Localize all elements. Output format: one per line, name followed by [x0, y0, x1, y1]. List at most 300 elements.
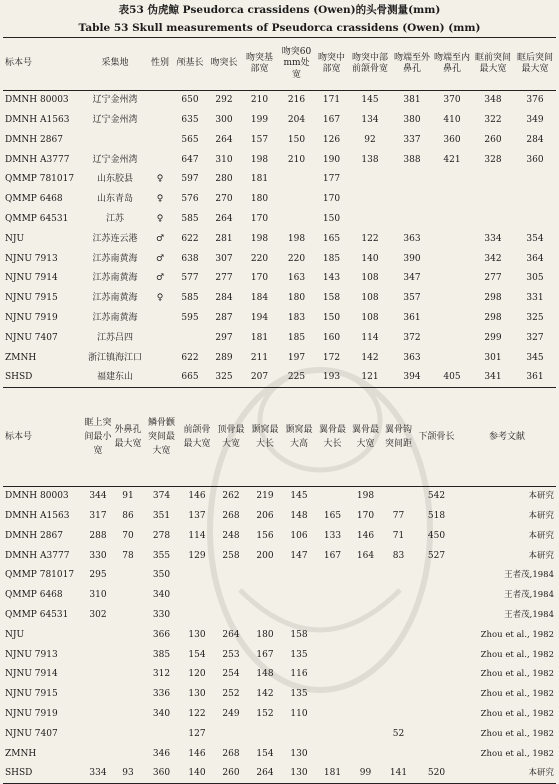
table-row [3, 130, 556, 150]
table-row [3, 704, 556, 724]
table-cell: 264 [256, 768, 274, 779]
table-row [3, 269, 556, 289]
table-cell: 198 [356, 491, 375, 502]
specimen-id-cell: DMNH A3777 [5, 550, 70, 561]
table-cell: 219 [256, 491, 274, 502]
table-cell: 本研究 [528, 491, 554, 502]
table-cell: 327 [526, 332, 544, 343]
table-cell: 160 [322, 332, 341, 343]
table-cell: 357 [403, 293, 421, 304]
specimen-id-cell: NJNU 7919 [5, 312, 58, 323]
table-cell: 287 [215, 312, 233, 323]
table-cell: 334 [484, 233, 502, 244]
table-cell: 181 [250, 332, 269, 343]
table-row [3, 605, 556, 625]
table-cell: 385 [152, 649, 171, 660]
column-header: 眶上突间最小宽 [83, 388, 113, 487]
table-row [3, 288, 556, 308]
table-cell: 204 [287, 114, 306, 125]
specimen-id-cell: QMMP 64531 [5, 213, 69, 224]
table-cell: 199 [250, 114, 269, 125]
table-cell: 116 [290, 669, 308, 680]
table-cell: 302 [89, 609, 107, 620]
specimen-id-cell: DMNH A3777 [5, 154, 70, 165]
specimen-id-cell: QMMP 64531 [5, 609, 69, 620]
table-cell: 86 [122, 510, 134, 521]
table-cell: 180 [256, 629, 274, 640]
table-cell: 299 [484, 332, 502, 343]
table-cell [382, 665, 415, 685]
table-cell: ♂ [155, 233, 165, 244]
table-cell: 366 [152, 629, 171, 640]
table-cell: 170 [250, 273, 269, 284]
specimen-id-cell: SHSD [5, 372, 33, 383]
table-cell [349, 645, 382, 665]
table-cell: 福建东山 [96, 372, 133, 383]
table-cell [83, 724, 113, 744]
table-cell: 126 [322, 134, 341, 145]
table-cell: 198 [287, 233, 306, 244]
table-cell: 337 [403, 134, 421, 145]
table-cell: 江苏 [105, 213, 124, 224]
table-cell [282, 724, 316, 744]
table-cell [113, 744, 143, 764]
table-cell [432, 328, 472, 348]
table-cell [316, 487, 349, 507]
table-cell: 146 [188, 748, 206, 759]
table-cell: 341 [484, 372, 502, 383]
table-cell: 520 [427, 768, 446, 779]
table-cell: 277 [215, 273, 233, 284]
table-cell: 361 [403, 312, 421, 323]
table-cell: 本研究 [528, 768, 554, 779]
table-cell [432, 249, 472, 269]
specimen-id-cell: DMNH A1563 [5, 510, 70, 521]
table-cell [432, 170, 472, 190]
specimen-id-cell: NJNU 7914 [5, 273, 58, 284]
table-cell: 167 [323, 550, 342, 561]
table-row [3, 368, 556, 388]
column-header: 吻突基部宽 [241, 38, 278, 91]
table-cell: 346 [152, 748, 171, 759]
column-header: 下颌骨长 [415, 388, 458, 487]
column-header: 采集地 [83, 38, 147, 91]
table-cell: 114 [361, 332, 379, 343]
table-cell: 140 [188, 768, 206, 779]
table-cell [113, 645, 143, 665]
column-header: 吻突长 [207, 38, 241, 91]
table-cell [113, 625, 143, 645]
table-cell: 284 [215, 293, 233, 304]
table-cell: 177 [322, 174, 341, 185]
table-cell: 92 [364, 134, 376, 145]
table-cell: 170 [322, 194, 341, 205]
table-cell: 145 [361, 95, 379, 106]
table-row [3, 665, 556, 685]
table-cell [143, 724, 180, 744]
table-cell: 262 [222, 491, 240, 502]
table-cell: 127 [188, 728, 206, 739]
table-row [3, 585, 556, 605]
table-cell: 辽宁金州湾 [92, 95, 138, 106]
table-cell: 216 [287, 95, 306, 106]
table-cell: Zhou et al., 1982 [480, 708, 554, 719]
table-cell [282, 585, 316, 605]
column-header: 顶骨最大宽 [214, 388, 248, 487]
table-cell [472, 170, 514, 190]
table-cell: 122 [188, 708, 206, 719]
table-cell: 270 [215, 194, 233, 205]
table-cell: 70 [122, 530, 134, 541]
table-cell [392, 209, 432, 229]
table-cell: 江苏吕四 [96, 332, 133, 343]
table-cell: 137 [188, 510, 206, 521]
table-cell: 360 [152, 768, 171, 779]
table-cell: 360 [526, 154, 544, 165]
table-cell [83, 744, 113, 764]
specimen-id-cell: ZMNH [5, 352, 37, 363]
table-row [3, 229, 556, 249]
table-cell: 342 [484, 253, 502, 264]
table-cell: 381 [403, 95, 421, 106]
table-cell: 171 [322, 95, 341, 106]
table-cell [113, 566, 143, 586]
table-cell: 344 [89, 491, 107, 502]
table-cell: 347 [403, 273, 421, 284]
column-header: 吻端至内鼻孔 [432, 38, 472, 91]
table-cell: 585 [181, 213, 199, 224]
table-row [3, 764, 556, 784]
table-cell [278, 209, 315, 229]
table-cell: 本研究 [528, 530, 554, 541]
table-cell: 142 [256, 689, 274, 700]
column-header: 吻端至外鼻孔 [392, 38, 432, 91]
table-cell [432, 348, 472, 368]
table-cell [83, 704, 113, 724]
specimen-id-cell: NJNU 7913 [5, 649, 58, 660]
table-cell: 王者茂,1984 [504, 570, 554, 581]
table-cell: 本研究 [528, 550, 554, 561]
table-cell: 595 [181, 312, 199, 323]
table-cell [113, 704, 143, 724]
specimen-id-cell: DMNH 80003 [5, 491, 69, 502]
table-cell: 江苏南黄海 [92, 293, 138, 304]
table-cell: 565 [181, 134, 199, 145]
table-cell: 638 [181, 253, 199, 264]
table-cell: 258 [222, 550, 240, 561]
table-cell [214, 566, 248, 586]
table-cell [514, 189, 556, 209]
table-cell: 340 [152, 708, 171, 719]
skull-measurements-table-part1 [3, 37, 556, 387]
table-cell: 325 [526, 312, 544, 323]
table-row [3, 625, 556, 645]
table-cell: 281 [215, 233, 233, 244]
table-cell: 307 [215, 253, 233, 264]
table-cell: 301 [484, 352, 502, 363]
table-cell [282, 605, 316, 625]
table-cell: 388 [403, 154, 421, 165]
table-cell: 597 [181, 174, 199, 185]
table-cell: 181 [250, 174, 269, 185]
table-cell [349, 625, 382, 645]
table-cell: 288 [89, 530, 107, 541]
table-row [3, 308, 556, 328]
table-cell: 355 [152, 550, 171, 561]
table-cell [316, 665, 349, 685]
table-cell: 390 [403, 253, 421, 264]
table-row [3, 110, 556, 130]
specimen-id-cell: DMNH 80003 [5, 95, 69, 106]
table-cell: 150 [322, 312, 341, 323]
table-cell: 363 [403, 352, 421, 363]
table-cell [180, 566, 214, 586]
table-cell [348, 170, 392, 190]
table-cell: 91 [122, 491, 134, 502]
column-header: 眶后突间最大宽 [514, 38, 556, 91]
table-cell: 194 [250, 312, 269, 323]
table-cell: 180 [250, 194, 269, 205]
table-cell: 622 [181, 352, 199, 363]
table-cell: 576 [181, 194, 199, 205]
table-cell [147, 368, 173, 388]
table-cell: 135 [290, 649, 308, 660]
specimen-id-cell: QMMP 781017 [5, 570, 75, 581]
table-cell: 345 [526, 352, 544, 363]
specimen-id-cell: NJNU 7915 [5, 689, 58, 700]
table-cell [147, 308, 173, 328]
table-cell [415, 605, 458, 625]
table-cell: 114 [188, 530, 206, 541]
table-cell: 410 [443, 114, 461, 125]
table-cell: 380 [403, 114, 421, 125]
table-cell: 辽宁金州湾 [92, 154, 138, 165]
table-cell: 108 [361, 293, 379, 304]
table-cell: ♀ [156, 213, 164, 224]
table1-body [3, 91, 556, 388]
specimen-id-cell: NJNU 7407 [5, 728, 58, 739]
table-cell [83, 130, 147, 150]
column-header: 鳞骨颧突间最大宽 [143, 388, 180, 487]
column-header: 外鼻孔最大宽 [113, 388, 143, 487]
table-cell [348, 209, 392, 229]
table-cell [147, 348, 173, 368]
specimen-id-cell: DMNH 2867 [5, 530, 63, 541]
table-cell [382, 645, 415, 665]
table-cell [113, 605, 143, 625]
table-row [3, 526, 556, 546]
table-cell: 王者茂,1984 [504, 609, 554, 620]
table-cell: 198 [250, 233, 269, 244]
table-cell: 165 [323, 510, 342, 521]
table-cell: 647 [181, 154, 199, 165]
table-cell: 77 [392, 510, 405, 521]
table-cell: 163 [287, 273, 306, 284]
table-cell: 142 [361, 352, 379, 363]
table-cell [432, 189, 472, 209]
table-cell: 349 [526, 114, 544, 125]
specimen-id-cell: NJNU 7915 [5, 293, 58, 304]
table-cell [432, 269, 472, 289]
table-cell: 190 [322, 154, 341, 165]
table-cell [415, 744, 458, 764]
table-cell: 江苏南黄海 [92, 253, 138, 264]
table-cell: 300 [215, 114, 233, 125]
table-cell: 312 [152, 669, 171, 680]
table-cell [173, 328, 207, 348]
table-cell: 150 [322, 213, 341, 224]
table-row [3, 744, 556, 764]
table-cell: ♀ [156, 293, 164, 304]
table-cell [83, 625, 113, 645]
table-cell [382, 585, 415, 605]
table-cell [214, 724, 248, 744]
table-row [3, 170, 556, 190]
column-header: 翼骨最大长 [316, 388, 349, 487]
table-cell: 376 [526, 95, 544, 106]
column-header: 翼骨钩突间距 [382, 388, 415, 487]
table-cell: 200 [256, 550, 274, 561]
table-cell [348, 189, 392, 209]
table-cell: 268 [222, 510, 240, 521]
table-cell: 298 [484, 293, 502, 304]
table-cell: 577 [181, 273, 199, 284]
table-cell: 99 [359, 768, 372, 779]
table-cell [316, 744, 349, 764]
table-cell: 542 [427, 491, 446, 502]
table-cell: 210 [250, 95, 269, 106]
table-cell [147, 328, 173, 348]
column-header: 颞窝最大高 [282, 388, 316, 487]
table-cell: 330 [89, 550, 107, 561]
table-title-english: Table 53 Skull measurements of Pseudorca crassidens (Owen) (mm) [78, 22, 481, 34]
table-cell [382, 684, 415, 704]
table-row [3, 724, 556, 744]
table-cell: 181 [323, 768, 342, 779]
table-cell: 本研究 [528, 510, 554, 521]
table-cell: 172 [322, 352, 341, 363]
column-header: 吻突60mm处宽 [278, 38, 315, 91]
table-cell: 110 [290, 708, 308, 719]
table-cell: 130 [290, 768, 308, 779]
table-cell: 207 [250, 372, 269, 383]
specimen-id-cell: NJNU 7919 [5, 708, 58, 719]
table-cell: 156 [256, 530, 274, 541]
table-cell [214, 585, 248, 605]
table-cell: Zhou et al., 1982 [480, 748, 554, 759]
table-cell [349, 704, 382, 724]
table-cell: 83 [392, 550, 405, 561]
table-cell: 江苏连云港 [92, 233, 138, 244]
table-cell: 138 [361, 154, 379, 165]
table-cell: 360 [443, 134, 461, 145]
table-cell: 295 [89, 570, 107, 581]
table-cell [316, 704, 349, 724]
table-cell: 210 [287, 154, 306, 165]
table-cell: Zhou et al., 1982 [480, 689, 554, 700]
column-header: 吻突中部前颌骨宽 [348, 38, 392, 91]
table-cell [147, 110, 173, 130]
table-cell [113, 665, 143, 685]
specimen-id-cell: QMMP 6468 [5, 194, 63, 205]
table-cell: 278 [152, 530, 171, 541]
table-cell [415, 665, 458, 685]
table-row [3, 566, 556, 586]
table-cell: 325 [215, 372, 233, 383]
table-cell: 394 [403, 372, 421, 383]
table-cell: 198 [250, 154, 269, 165]
table-cell: 331 [526, 293, 544, 304]
table-cell: 山东青岛 [96, 194, 133, 205]
table-cell: 206 [256, 510, 274, 521]
specimen-id-cell: NJU [5, 629, 25, 640]
table-cell [349, 744, 382, 764]
table-cell: 650 [181, 95, 199, 106]
table-row [3, 645, 556, 665]
table-cell [415, 704, 458, 724]
table-cell: Zhou et al., 1982 [480, 629, 554, 640]
column-header: 颞窝最大长 [248, 388, 282, 487]
column-header: 颅基长 [173, 38, 207, 91]
table-cell: 158 [290, 629, 308, 640]
table-cell [316, 566, 349, 586]
specimen-id-cell: QMMP 781017 [5, 174, 75, 185]
table-cell: 264 [222, 629, 240, 640]
table-cell: 277 [484, 273, 502, 284]
specimen-id-cell: QMMP 6468 [5, 590, 63, 601]
table-cell: 284 [526, 134, 544, 145]
table-cell [382, 566, 415, 586]
table-row [3, 189, 556, 209]
table-cell: 154 [188, 649, 206, 660]
table-cell [278, 170, 315, 190]
table-cell: 106 [290, 530, 308, 541]
table-cell: 185 [322, 253, 341, 264]
table-cell: 354 [526, 233, 544, 244]
table-cell: 130 [290, 748, 308, 759]
table-cell [349, 605, 382, 625]
table-cell [316, 684, 349, 704]
table-cell [282, 566, 316, 586]
table-cell: 120 [188, 669, 206, 680]
table-cell: 334 [89, 768, 107, 779]
table-cell [248, 566, 282, 586]
table-cell [278, 189, 315, 209]
table-cell: 405 [443, 372, 461, 383]
table-cell: 374 [152, 491, 171, 502]
table-cell: 150 [287, 134, 306, 145]
table-cell: 336 [152, 689, 171, 700]
table-cell [415, 724, 458, 744]
table-cell: 78 [122, 550, 134, 561]
table-cell: 133 [323, 530, 342, 541]
table-cell: 130 [188, 689, 206, 700]
table-cell [349, 684, 382, 704]
table-title-chinese: 表53 伪虎鲸 Pseudorca crassidens (Owen)的头骨测量(mm) [118, 4, 441, 16]
table-cell [83, 684, 113, 704]
table-cell [349, 665, 382, 685]
table-cell [432, 308, 472, 328]
column-header: 标本号 [3, 388, 83, 487]
table-cell: 248 [222, 530, 240, 541]
table-cell: 450 [427, 530, 446, 541]
table-cell: 121 [361, 372, 379, 383]
skull-measurements-table-part2 [3, 387, 556, 784]
table-cell: 71 [392, 530, 405, 541]
table-cell: 148 [290, 510, 308, 521]
table-cell: 340 [152, 590, 171, 601]
table-cell [316, 605, 349, 625]
